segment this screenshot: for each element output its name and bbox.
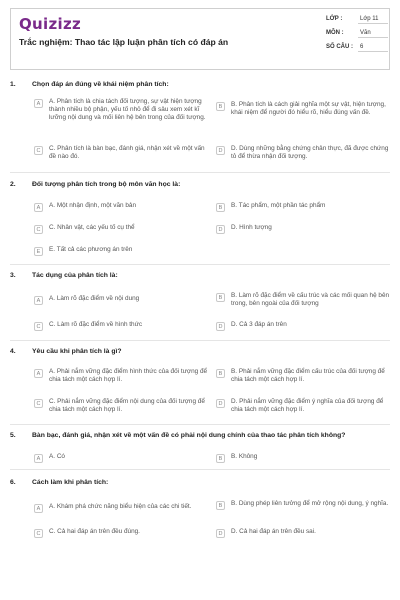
option-letter-badge: C bbox=[34, 529, 43, 538]
option-letter-badge: D bbox=[216, 399, 225, 408]
answer-option-b[interactable] bbox=[216, 368, 394, 384]
divider bbox=[10, 340, 390, 341]
option-letter-badge: B bbox=[216, 203, 225, 212]
question-6 bbox=[10, 478, 390, 487]
quizizz-logo: Quizizz bbox=[19, 15, 82, 33]
option-letter-badge: C bbox=[34, 322, 43, 331]
option-text: A. Làm rõ đặc điểm về nội dung bbox=[49, 295, 140, 302]
divider bbox=[10, 469, 390, 470]
option-letter-badge: E bbox=[34, 247, 43, 256]
answer-option-a[interactable] bbox=[34, 368, 212, 384]
option-letter-badge: A bbox=[34, 203, 43, 212]
option-letter-badge: A bbox=[34, 99, 43, 108]
option-text: B. Không bbox=[231, 453, 258, 460]
meta-label: SỐ CÂU : bbox=[326, 44, 353, 50]
question-text: Cách làm khi phân tích: bbox=[32, 479, 109, 486]
question-5 bbox=[10, 431, 390, 440]
answer-option-a[interactable] bbox=[34, 295, 212, 305]
option-letter-badge: B bbox=[216, 501, 225, 510]
question-number: 5. bbox=[10, 432, 16, 439]
question-4 bbox=[10, 347, 390, 356]
meta-subject bbox=[326, 29, 388, 38]
option-text: A. Phải nắm vững đặc điểm hình thức của đối tượng để chia tách một cách hợp lí. bbox=[49, 368, 208, 384]
meta-question-count bbox=[326, 43, 388, 52]
answer-option-a[interactable] bbox=[34, 98, 212, 123]
answer-option-a[interactable] bbox=[34, 503, 212, 513]
question-1 bbox=[10, 80, 390, 89]
option-text: B. Phải nắm vững đặc điểm cấu trúc của đối tượng để chia tách một cách hợp lí. bbox=[231, 368, 385, 384]
answer-option-a[interactable] bbox=[34, 453, 212, 463]
option-letter-badge: B bbox=[216, 293, 225, 302]
option-letter-badge: B bbox=[216, 454, 225, 463]
quiz-header bbox=[10, 8, 390, 70]
option-letter-badge: D bbox=[216, 529, 225, 538]
meta-label: MÔN : bbox=[326, 30, 344, 36]
quiz-meta bbox=[326, 15, 388, 57]
answer-option-e[interactable] bbox=[34, 246, 212, 256]
answer-option-d[interactable] bbox=[216, 145, 394, 161]
answer-option-c[interactable] bbox=[34, 528, 212, 538]
meta-value: Văn bbox=[358, 29, 388, 38]
answer-option-b[interactable] bbox=[216, 500, 394, 510]
question-number: 2. bbox=[10, 181, 16, 188]
option-letter-badge: C bbox=[34, 225, 43, 234]
option-letter-badge: A bbox=[34, 369, 43, 378]
answer-option-c[interactable] bbox=[34, 224, 212, 234]
option-text: A. Một nhận định, một văn bản bbox=[49, 202, 137, 209]
meta-label: LỚP : bbox=[326, 16, 343, 22]
option-text: C. Phải nắm vững đặc điểm nội dung của đối tượng để chia tách một cách hợp lí. bbox=[49, 398, 205, 414]
option-text: D. Cả 3 đáp án trên bbox=[231, 321, 287, 328]
option-text: C. Làm rõ đặc điểm về hình thức bbox=[49, 321, 143, 328]
question-text: Bàn bạc, đánh giá, nhận xét về một vấn đề có phải nội dung chính của thao tác phân tích không? bbox=[32, 432, 346, 439]
option-text: D. Cả hai đáp án trên đều sai. bbox=[231, 528, 316, 535]
option-letter-badge: B bbox=[216, 369, 225, 378]
option-text: D. Phải nắm vững đặc điểm ý nghĩa của đối tượng để chia tách một cách hợp lí. bbox=[231, 398, 384, 414]
option-text: A. Có bbox=[49, 453, 65, 460]
answer-option-d[interactable] bbox=[216, 398, 394, 414]
question-text: Tác dụng của phân tích là: bbox=[32, 272, 118, 279]
meta-value: 6 bbox=[358, 43, 388, 52]
option-text: A. Khám phá chức năng biểu hiện của các chi tiết. bbox=[49, 503, 192, 510]
meta-grade bbox=[326, 15, 388, 24]
option-text: B. Dùng phép liên tưởng để mở rộng nội dung, ý nghĩa. bbox=[231, 500, 389, 507]
option-text: D. Dùng những bằng chứng chân thực, đã được chứng tỏ để thừa nhận đối tượng. bbox=[231, 145, 389, 161]
option-letter-badge: A bbox=[34, 296, 43, 305]
option-text: C. Nhân vật, các yếu tố cụ thể bbox=[49, 224, 135, 231]
option-text: B. Phân tích là cách giải nghĩa một sự vật, hiện tượng, khái niệm để người đó hiểu rõ, hiểu đúng vấn đề. bbox=[231, 101, 386, 117]
answer-option-c[interactable] bbox=[34, 398, 212, 414]
option-letter-badge: D bbox=[216, 225, 225, 234]
answer-option-d[interactable] bbox=[216, 321, 394, 331]
option-text: E. Tất cả các phương án trên bbox=[49, 246, 133, 253]
question-number: 3. bbox=[10, 272, 16, 279]
option-text: A. Phân tích là chia tách đối tượng, sự vật hiện tượng thành nhiều bộ phận, yếu tố nhỏ để đi sâu xem xét kĩ lưỡng nội dung và mối liên hệ bên trong của đối tượng. bbox=[49, 98, 206, 122]
question-text: Đối tượng phân tích trong bộ môn văn học là: bbox=[32, 181, 181, 188]
answer-option-b[interactable] bbox=[216, 453, 394, 463]
question-number: 4. bbox=[10, 348, 16, 355]
answer-option-b[interactable] bbox=[216, 101, 394, 117]
option-letter-badge: A bbox=[34, 454, 43, 463]
divider bbox=[10, 424, 390, 425]
answer-option-b[interactable] bbox=[216, 292, 394, 308]
option-letter-badge: A bbox=[34, 504, 43, 513]
page-title: Trắc nghiệm: Thao tác lập luận phân tích có đáp án bbox=[19, 37, 229, 47]
question-2 bbox=[10, 180, 390, 189]
option-letter-badge: D bbox=[216, 146, 225, 155]
divider bbox=[10, 264, 390, 265]
option-text: C. Cả hai đáp án trên đều đúng. bbox=[49, 528, 140, 535]
question-number: 1. bbox=[10, 81, 16, 88]
answer-option-d[interactable] bbox=[216, 224, 394, 234]
divider bbox=[10, 172, 390, 173]
answer-option-d[interactable] bbox=[216, 528, 394, 538]
option-letter-badge: B bbox=[216, 102, 225, 111]
answer-option-c[interactable] bbox=[34, 145, 212, 161]
option-letter-badge: C bbox=[34, 146, 43, 155]
answer-option-b[interactable] bbox=[216, 202, 394, 212]
answer-option-a[interactable] bbox=[34, 202, 212, 212]
question-number: 6. bbox=[10, 479, 16, 486]
option-letter-badge: C bbox=[34, 399, 43, 408]
answer-option-c[interactable] bbox=[34, 321, 212, 331]
question-text: Chọn đáp án đúng về khái niệm phân tích: bbox=[32, 81, 169, 88]
question-text: Yêu cầu khi phân tích là gì? bbox=[32, 348, 122, 355]
question-3 bbox=[10, 271, 390, 280]
option-text: C. Phân tích là bàn bạc, đánh giá, nhận xét về một vấn đề nào đó. bbox=[49, 145, 205, 161]
option-letter-badge: D bbox=[216, 322, 225, 331]
option-text: B. Làm rõ đặc điểm về cấu trúc và các mối quan hệ bên trong, bên ngoài của đối tượng bbox=[231, 292, 390, 308]
option-text: D. Hình tượng bbox=[231, 224, 272, 231]
option-text: B. Tác phẩm, một phần tác phẩm bbox=[231, 202, 326, 209]
meta-value: Lớp 11 bbox=[358, 15, 388, 24]
